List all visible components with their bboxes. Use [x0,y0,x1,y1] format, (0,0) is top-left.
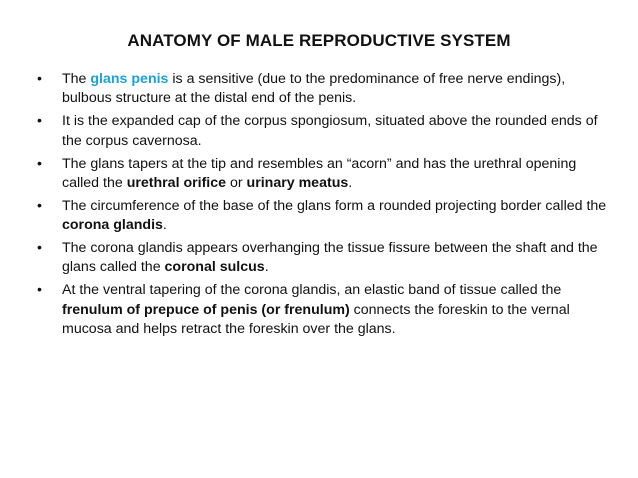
bullet-icon: • [37,155,42,172]
text-segment: It is the expanded cap of the corpus spongiosum, situated above the rounded ends of the corpus cavernosa. [62,113,598,149]
key-term: corona glandis [62,217,163,234]
text-segment: The [62,71,91,87]
bullet-item [37,197,612,236]
bullet-item [37,70,612,109]
text-segment: is a sensitive (due to the predominance of free nerve endings), bulbous structure at the distal end of the penis. [62,71,566,107]
text-segment: . [348,174,353,191]
key-term: frenulum of prepuce of penis (or frenulum) [62,301,350,318]
text-segment: connects the foreskin to the vernal mucosa and helps retract the foreskin over the glans. [62,301,570,337]
key-term: glans penis [90,71,169,87]
bullet-icon: • [37,113,42,130]
slide-title: ANATOMY OF MALE REPRODUCTIVE SYSTEM [127,31,511,50]
bullet-list [37,70,612,343]
bullet-item [37,155,612,194]
key-term: coronal sulcus [164,259,265,276]
text-segment: At the ventral tapering of the corona glandis, an elastic band of tissue called the [62,282,562,299]
bullet-icon: • [37,240,42,257]
bullet-item [37,239,612,278]
text-segment: or [226,174,247,191]
bullet-icon: • [37,71,42,87]
key-term: urethral orifice [126,174,227,191]
text-segment: . [162,217,167,234]
text-segment: . [264,259,269,276]
bullet-icon: • [37,282,42,299]
text-segment: The corona glandis appears overhanging the tissue fissure between the shaft and the glans called the [62,240,598,276]
text-segment: The circumference of the base of the glans form a rounded projecting border called the [62,197,607,214]
bullet-icon: • [37,197,42,214]
bullet-item [37,281,612,339]
text-segment: The glans tapers at the tip and resembles an “acorn” and has the urethral opening called the [62,155,577,191]
key-term: urinary meatus [246,174,349,191]
bullet-item [37,112,612,151]
